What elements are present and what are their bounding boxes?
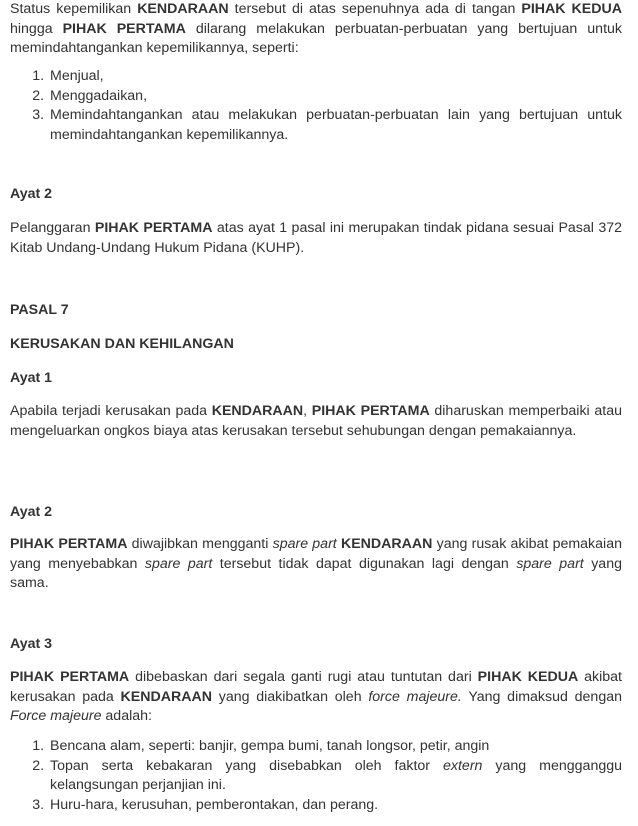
- ayat3-text-1: dibebaskan dari segala ganti rugi atau tuntutan dari: [129, 669, 478, 685]
- ayat-1-paragraph: [10, 402, 622, 441]
- kendaraan-term: KENDARAAN: [211, 403, 304, 419]
- list2-item2-text-a: Topan serta kebakaran yang disebabkan oleh faktor: [50, 757, 443, 774]
- ayat2a-text-2: atas ayat 1 pasal ini merupakan tindak pidana sesuai Pasal 372 Kitab Undang-Undang Hukum Pidana (KUHP).: [10, 220, 622, 256]
- extern-term: extern: [443, 757, 483, 774]
- intro-text-2: tersebut di atas sepenuhnya ada di tangan: [228, 1, 522, 17]
- kendaraan-term: KENDARAAN: [340, 536, 433, 552]
- ayat2b-text-5: yang sama.: [10, 555, 622, 591]
- pasal-7-heading: PASAL 7: [10, 302, 69, 318]
- kendaraan-term: KENDARAAN: [120, 688, 212, 705]
- ayat2b-text-3: yang rusak akibat pemakaian yang menyebabkan: [10, 536, 622, 572]
- ayat1-text-2: ,: [303, 403, 312, 419]
- ayat-3-paragraph: [10, 668, 622, 727]
- ayat-2b-heading: Ayat 2: [10, 504, 53, 520]
- pihak-pertama-term: PIHAK PERTAMA: [10, 536, 128, 552]
- spare-part-term: spare part: [272, 536, 337, 552]
- prohibited-actions-list: [10, 67, 622, 145]
- ayat-3-heading: Ayat 3: [10, 636, 53, 652]
- spare-part-term: spare part: [144, 555, 213, 572]
- pihak-pertama-term: PIHAK PERTAMA: [10, 669, 130, 685]
- ayat3-text-5: adalah:: [101, 708, 152, 724]
- list-item: 3. Huru-hara, kerusuhan, pemberontakan, dan perang.: [48, 796, 622, 816]
- ayat-1-heading: Ayat 1: [10, 370, 53, 386]
- list-item: 2. Menggadaikan,: [48, 87, 622, 107]
- list2-item2-text-b: yang mengganggu kelangsungan perjanjian ini.: [50, 757, 623, 793]
- ayat-2-paragraph: [10, 219, 622, 258]
- force-majeure-term: force majeure.: [368, 688, 462, 705]
- ayat-2-heading: Ayat 2: [10, 186, 53, 202]
- spare-part-term: spare part: [516, 555, 584, 572]
- pihak-pertama-term: PIHAK PERTAMA: [311, 403, 430, 419]
- intro-text-4: dilarang melakukan perbuatan-perbuatan yang bertujuan untuk memindahtangankan kepemilikannya, seperti:: [10, 20, 622, 56]
- kendaraan-term: KENDARAAN: [137, 1, 229, 17]
- ayat2a-text-1: Pelanggaran: [10, 220, 95, 236]
- intro-paragraph: [10, 0, 622, 59]
- intro-text-1: Status kepemilikan: [10, 1, 138, 17]
- force-majeure-term: Force majeure: [10, 708, 102, 724]
- ayat1-text-3: diharuskan memperbaiki atau mengeluarkan ongkos biaya atas kerusakan tersebut sehubungan dengan pemakaiannya.: [10, 403, 622, 439]
- ayat3-text-3: yang diakibatkan oleh: [211, 688, 369, 705]
- ayat1-text-1: Apabila terjadi kerusakan pada: [10, 403, 212, 419]
- list-item: 1. Bencana alam, seperti: banjir, gempa bumi, tanah longsor, petir, angin: [48, 737, 622, 757]
- ayat3-text-4: Yang dimaksud dengan: [461, 688, 622, 705]
- ayat3-text-2: akibat kerusakan pada: [10, 669, 623, 705]
- list-item: 3. Memindahtangankan atau melakukan perbuatan-perbuatan lain yang bertujuan untuk memindahtangankan kepemilikannya.: [48, 106, 622, 145]
- pasal-7-title: KERUSAKAN DAN KEHILANGAN: [10, 336, 234, 352]
- force-majeure-list: [10, 737, 622, 815]
- ayat2b-text-4: tersebut tidak dapat digunakan lagi dengan: [212, 555, 517, 572]
- list-item: 1. Menjual,: [48, 67, 622, 87]
- intro-text-3: hingga: [10, 20, 63, 37]
- ayat-2b-paragraph: [10, 535, 622, 594]
- list-item: [48, 757, 622, 796]
- ayat2b-text-1: diwajibkan mengganti: [127, 536, 273, 552]
- pihak-kedua-term: PIHAK KEDUA: [521, 1, 622, 17]
- pihak-pertama-term: PIHAK PERTAMA: [62, 20, 186, 37]
- pihak-kedua-term: PIHAK KEDUA: [477, 669, 579, 685]
- pihak-pertama-term: PIHAK PERTAMA: [94, 220, 213, 236]
